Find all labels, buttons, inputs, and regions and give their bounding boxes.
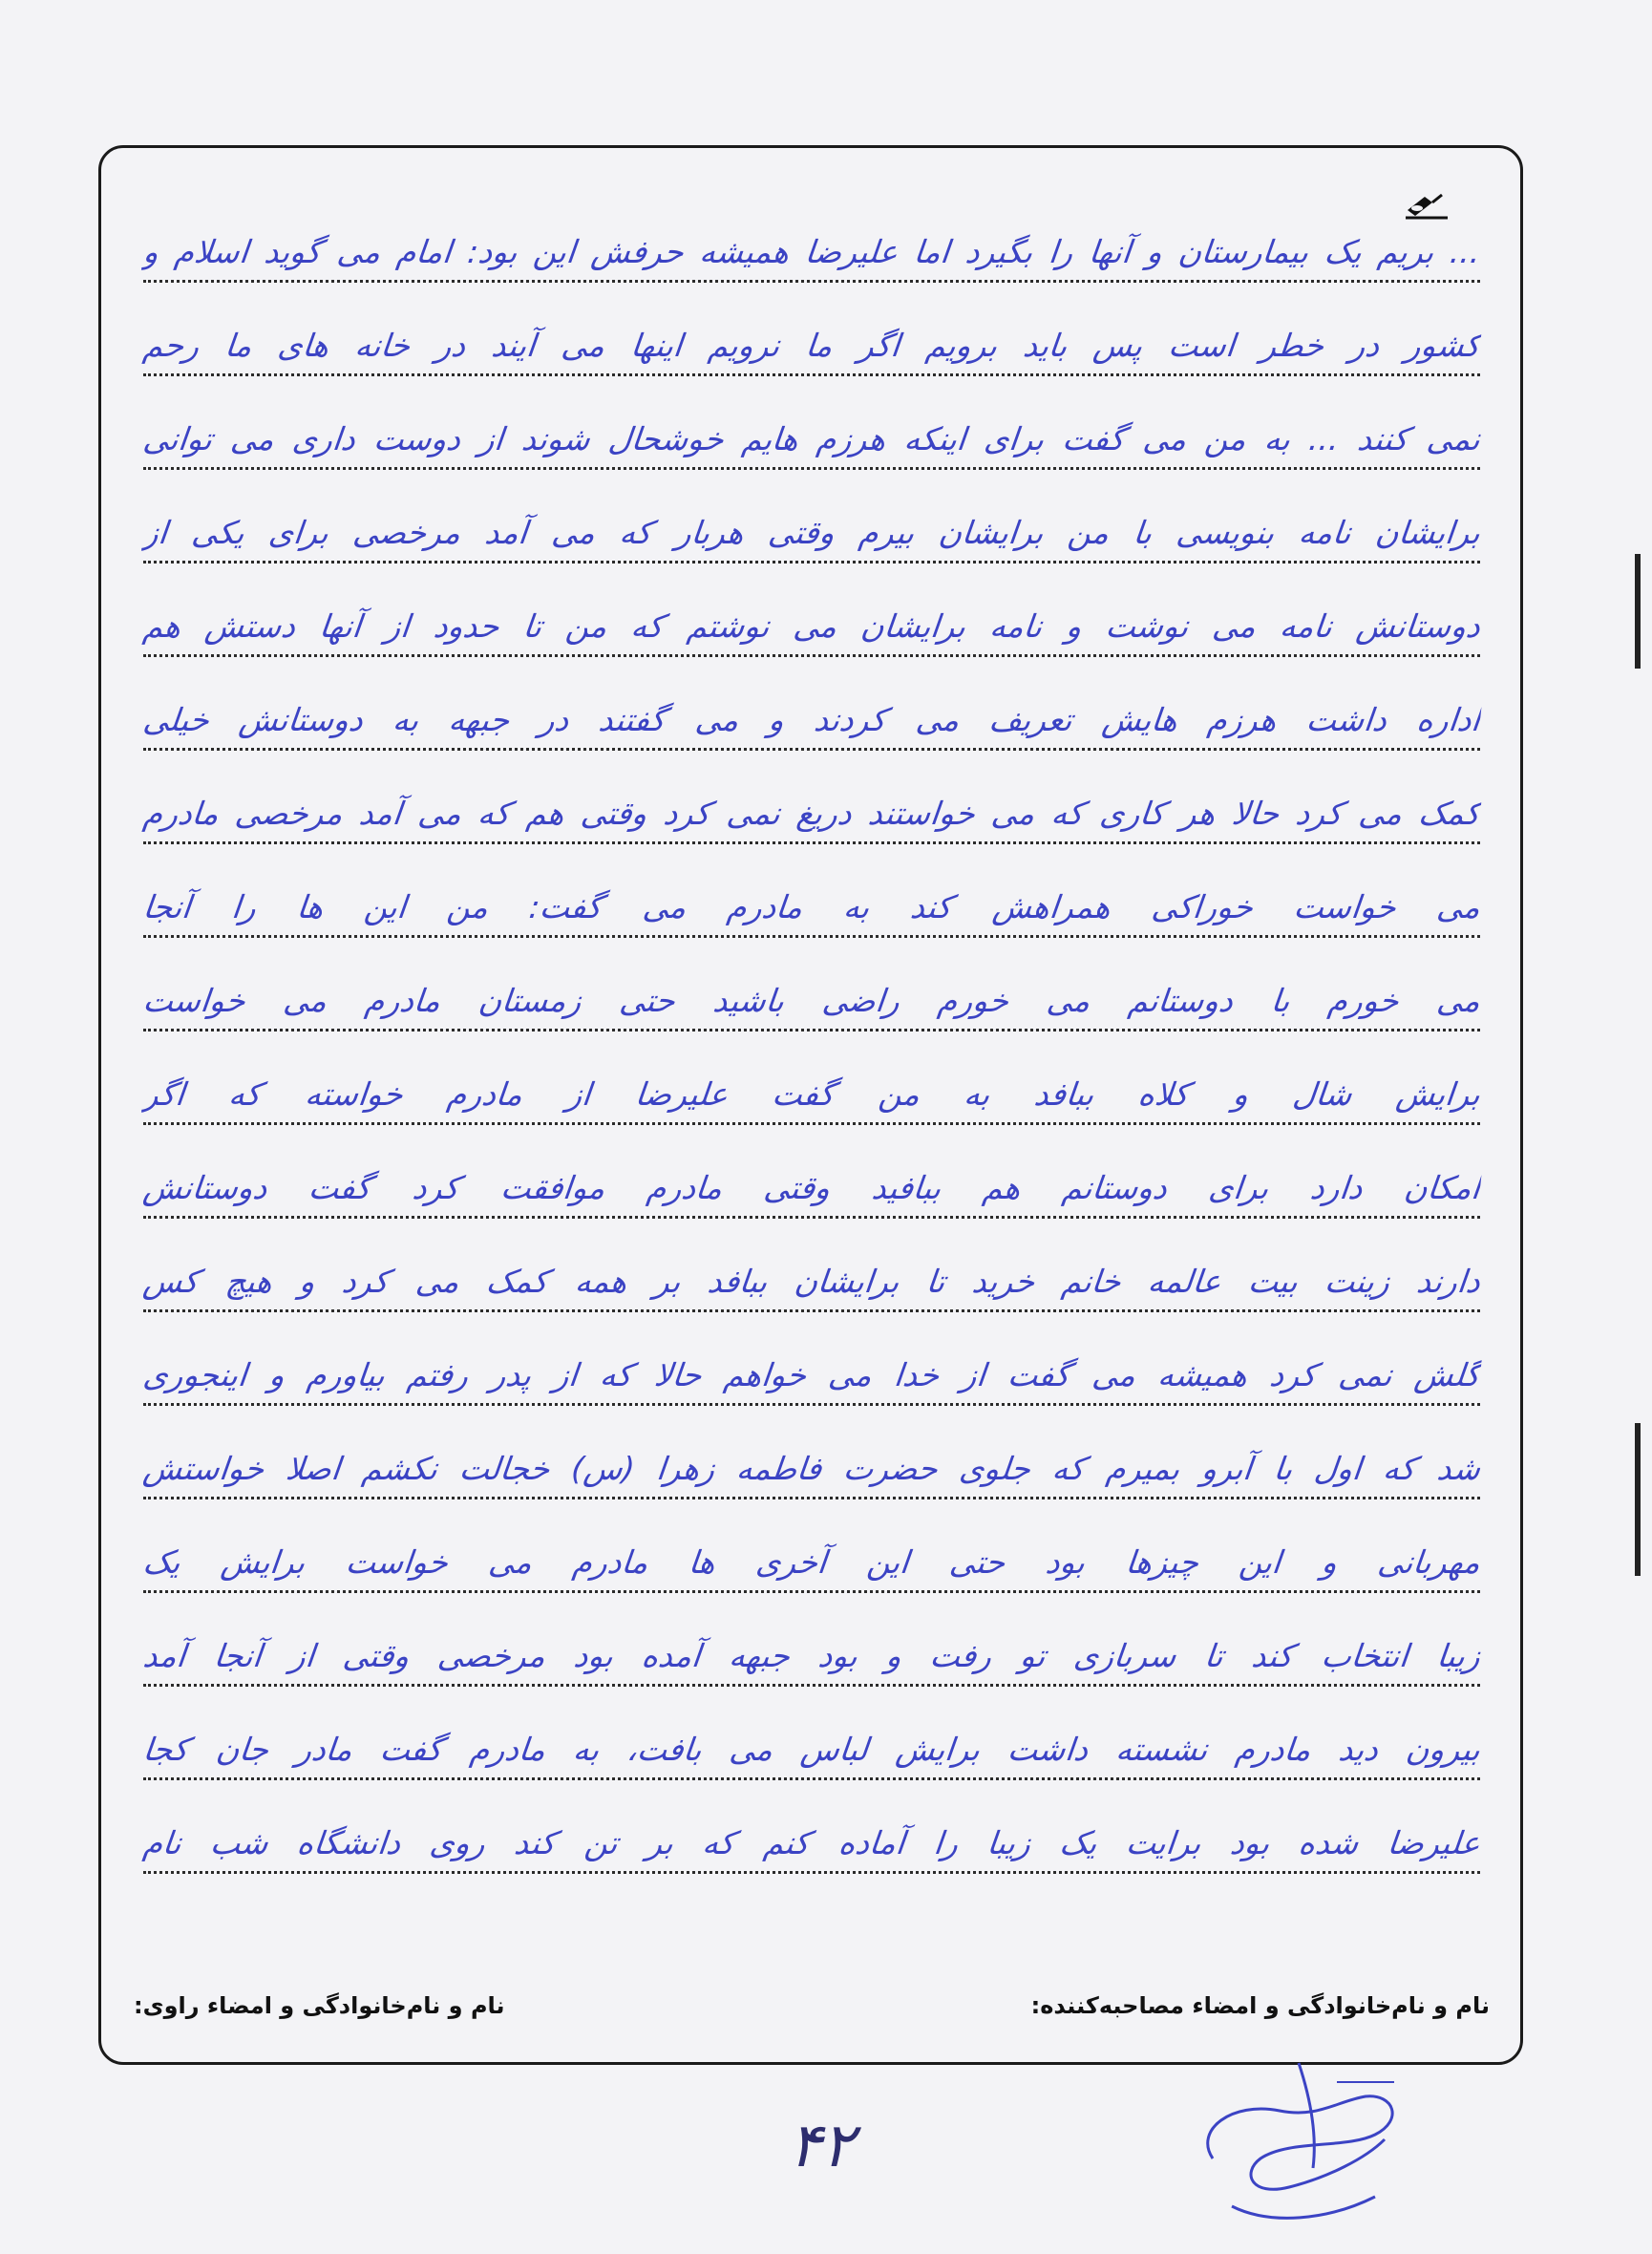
handwritten-signature (1175, 2044, 1413, 2244)
text-line-4 (141, 472, 1483, 564)
handwritten-line: دارند زینت بیت عالمه خانم خرید تا برایشان ببافد بر همه کمک می کرد و هیچ کس (141, 1263, 1483, 1300)
text-line-9 (141, 940, 1483, 1031)
dotted-rule (143, 1309, 1480, 1312)
handwritten-line: امکان دارد برای دوستانم هم ببافید وقتی مادرم موافقت کرد گفت دوستانش (141, 1169, 1483, 1206)
text-line-13 (141, 1314, 1483, 1406)
handwritten-line: ... بریم یک بیمارستان و آنها را بگیرد اما علیرضا همیشه حرفش این بود: امام می گوید اسلام و (141, 233, 1483, 270)
dotted-rule (143, 841, 1480, 844)
text-line-17 (141, 1689, 1483, 1780)
dotted-rule (143, 1590, 1480, 1593)
text-line-2 (141, 285, 1483, 376)
text-line-12 (141, 1221, 1483, 1312)
signature-footer (134, 1992, 1490, 2031)
handwritten-line: برایشان نامه بنویسی با من برایشان بیرم وقتی هربار که می آمد مرخصی برای یکی از (141, 514, 1483, 551)
dotted-rule (143, 373, 1480, 376)
interviewer-signature-label: نام و نام‌خانوادگی و امضاء مصاحبه‌کننده: (1030, 1992, 1490, 2019)
text-line-3 (141, 378, 1483, 470)
dotted-rule (143, 1403, 1480, 1406)
handwritten-line: می خواست خوراکی همراهش کند به مادرم می گفت: من این ها را آنجا (141, 888, 1483, 925)
text-line-6 (141, 659, 1483, 751)
binding-mark (1635, 1423, 1641, 1576)
handwritten-line: کشور در خطر است پس باید برویم اگر ما نرویم اینها می آیند در خانه های ما رحم (141, 327, 1483, 364)
dotted-rule (143, 280, 1480, 283)
text-line-1 (141, 191, 1483, 283)
text-line-18 (141, 1782, 1483, 1874)
dotted-rule (143, 1122, 1480, 1125)
dotted-rule (143, 1777, 1480, 1780)
handwritten-line: نمی کنند ... به من می گفت برای اینکه هرزم هایم خوشحال شوند از دوست داری می توانی (141, 420, 1483, 457)
handwritten-line: بیرون دید مادرم نشسته داشت برایش لباس می بافت، به مادرم گفت مادر جان کجا (141, 1731, 1483, 1768)
handwritten-line: برایش شال و کلاه ببافد به من گفت علیرضا از مادرم خواسته که اگر (141, 1075, 1483, 1113)
text-line-11 (141, 1127, 1483, 1219)
text-line-5 (141, 565, 1483, 657)
handwritten-line: علیرضا شده بود برایت یک زیبا را آماده کنم که بر تن کند روی دانشگاه شب نام (141, 1824, 1483, 1861)
handwritten-line: اداره داشت هرزم هایش تعریف می کردند و می گفتند در جبهه به دوستانش خیلی (141, 701, 1483, 738)
dotted-rule (143, 467, 1480, 470)
handwritten-line: گلش نمی کرد همیشه می گفت از خدا می خواهم حالا که از پدر رفتم بیاورم و اینجوری (141, 1356, 1483, 1393)
page-number: ۴۲ (789, 2111, 855, 2181)
narrator-signature-label: نام و نام‌خانوادگی و امضاء راوی: (134, 1992, 505, 2019)
text-line-7 (141, 753, 1483, 844)
dotted-rule (143, 935, 1480, 938)
text-line-10 (141, 1033, 1483, 1125)
text-line-14 (141, 1408, 1483, 1499)
dotted-rule (143, 1216, 1480, 1219)
handwritten-line: زیبا انتخاب کند تا سربازی تو رفت و بود جبهه آمده بود مرخصی وقتی از آنجا آمد (141, 1637, 1483, 1674)
dotted-rule (143, 654, 1480, 657)
binding-mark (1635, 554, 1641, 669)
dotted-rule (143, 748, 1480, 751)
dotted-rule (143, 561, 1480, 564)
dotted-rule (143, 1871, 1480, 1874)
handwritten-line: دوستانش نامه می نوشت و نامه برایشان می نوشتم که من تا حدود از آنها دستش هم (141, 607, 1483, 645)
text-line-16 (141, 1595, 1483, 1687)
dotted-rule (143, 1684, 1480, 1687)
text-line-15 (141, 1501, 1483, 1593)
handwritten-text-area (141, 191, 1483, 1987)
text-line-8 (141, 846, 1483, 938)
dotted-rule (143, 1497, 1480, 1499)
handwritten-line: کمک می کرد حالا هر کاری که می خواستند دریغ نمی کرد وقتی هم که می آمد مرخصی مادرم (141, 795, 1483, 832)
handwritten-line: شد که اول با آبرو بمیرم که جلوی حضرت فاطمه زهرا (س) خجالت نکشم اصلا خواستش (141, 1450, 1483, 1487)
dotted-rule (143, 1029, 1480, 1031)
handwritten-line: مهربانی و این چیزها بود حتی این آخری ها مادرم می خواست برایش یک (141, 1543, 1483, 1581)
handwritten-line: می خورم با دوستانم می خورم راضی باشید حتی زمستان مادرم می خواست (141, 982, 1483, 1019)
